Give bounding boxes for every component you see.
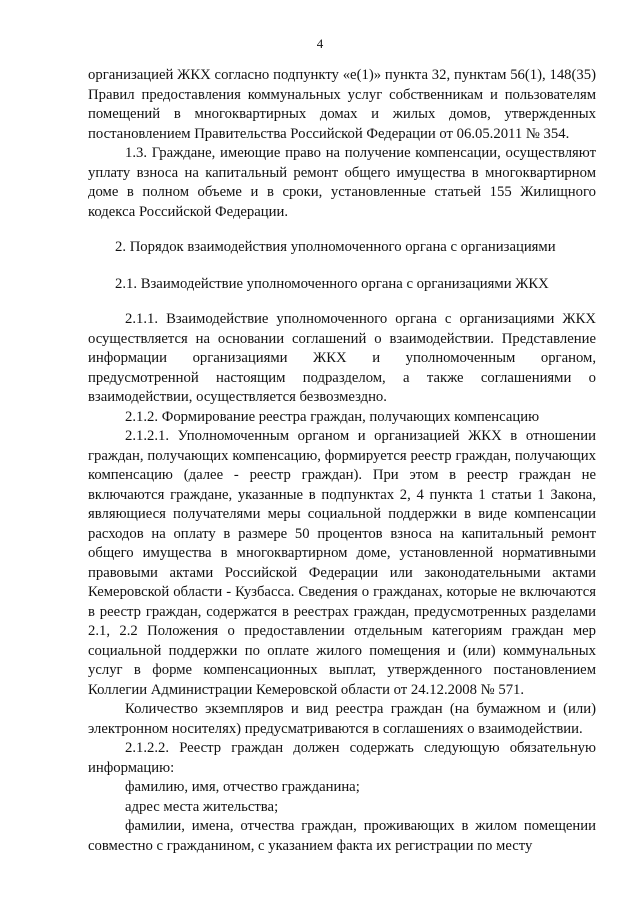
paragraph-2-1-1: 2.1.1. Взаимодействие уполномоченного органа с организациями ЖКХ осуществляется на основании соглашений о взаимодействии. Представление информации организациями ЖКХ и уполномоченным органом, предусмотренной настоящим подразделом, а также соглашениями о взаимодействии, осуществляется безвозмездно. xyxy=(88,311,596,405)
paragraph-copies-count: Количество экземпляров и вид реестра граждан (на бумажном и (или) электронном носителях) предусматриваются в соглашениях о взаимодействии. xyxy=(88,701,596,737)
spacer xyxy=(88,258,596,275)
subsection-heading-2-1: 2.1. Взаимодействие уполномоченного органа с организациями ЖКХ xyxy=(115,275,549,292)
page-number: 4 xyxy=(316,36,324,51)
paragraph-1-3: 1.3. Граждане, имеющие право на получение компенсации, осуществляют уплату взноса на капитальный ремонт общего имущества в многоквартирном доме в полном объеме и в сроки, установленные статьей 155 Жилищного кодекса Российской Федерации. xyxy=(88,145,596,220)
spacer xyxy=(88,294,596,310)
list-item-cohabitants: фамилии, имена, отчества граждан, проживающих в жилом помещении совместно с гражданином, с указанием факта их регистрации по месту xyxy=(88,818,596,854)
spacer xyxy=(88,222,596,238)
list-item-full-name: фамилию, имя, отчество гражданина; xyxy=(125,779,360,795)
list-item-address: адрес места жительства; xyxy=(125,798,279,815)
section-heading-2: 2. Порядок взаимодействия уполномоченного органа с организациями xyxy=(115,239,556,255)
paragraph-2-1-2-2: 2.1.2.2. Реестр граждан должен содержать следующую обязательную информацию: xyxy=(88,740,596,776)
paragraph-2-1-2: 2.1.2. Формирование реестра граждан, получающих компенсацию xyxy=(125,408,540,425)
paragraph-continuation: организацией ЖКХ согласно подпункту «е(1)» пункта 32, пунктам 56(1), 148(35) Правил предоставления коммунальных услуг собственникам и пользователям помещений в многоквартирных домах и жилых домов, утвержденных постановлением Правительства Российской Федерации от 06.05.2011 № 354. xyxy=(88,67,596,142)
paragraph-2-1-2-1: 2.1.2.1. Уполномоченным органом и организацией ЖКХ в отношении граждан, получающих компенсацию, формируется реестр граждан, получающих компенсацию (далее - реестр граждан). При этом в реестр граждан не включаются граждане, указанные в подпунктах 2, 4 пункта 1 статьи 1 Закона, являющиеся получателями меры социальной поддержки в виде компенсации расходов на оплату в размере 50 процентов взноса на капитальный ремонт общего имущества в многоквартирном доме, установленной нормативными правовыми актами Российской Федерации или законодательными актами Кемеровской области - Кузбасса. Сведения о гражданах, которые не включаются в реестр граждан, содержатся в реестрах граждан, предусмотренных разделами 2.1, 2.2 Положения о предоставлении отдельным категориям граждан мер социальной поддержки по оплате жилого помещения и (или) коммунальных услуг в форме компенсационных выплат, утвержденного постановлением Коллегии Администрации Кемеровской области от 24.12.2008 № 571. xyxy=(88,428,596,698)
document-body xyxy=(88,66,596,856)
